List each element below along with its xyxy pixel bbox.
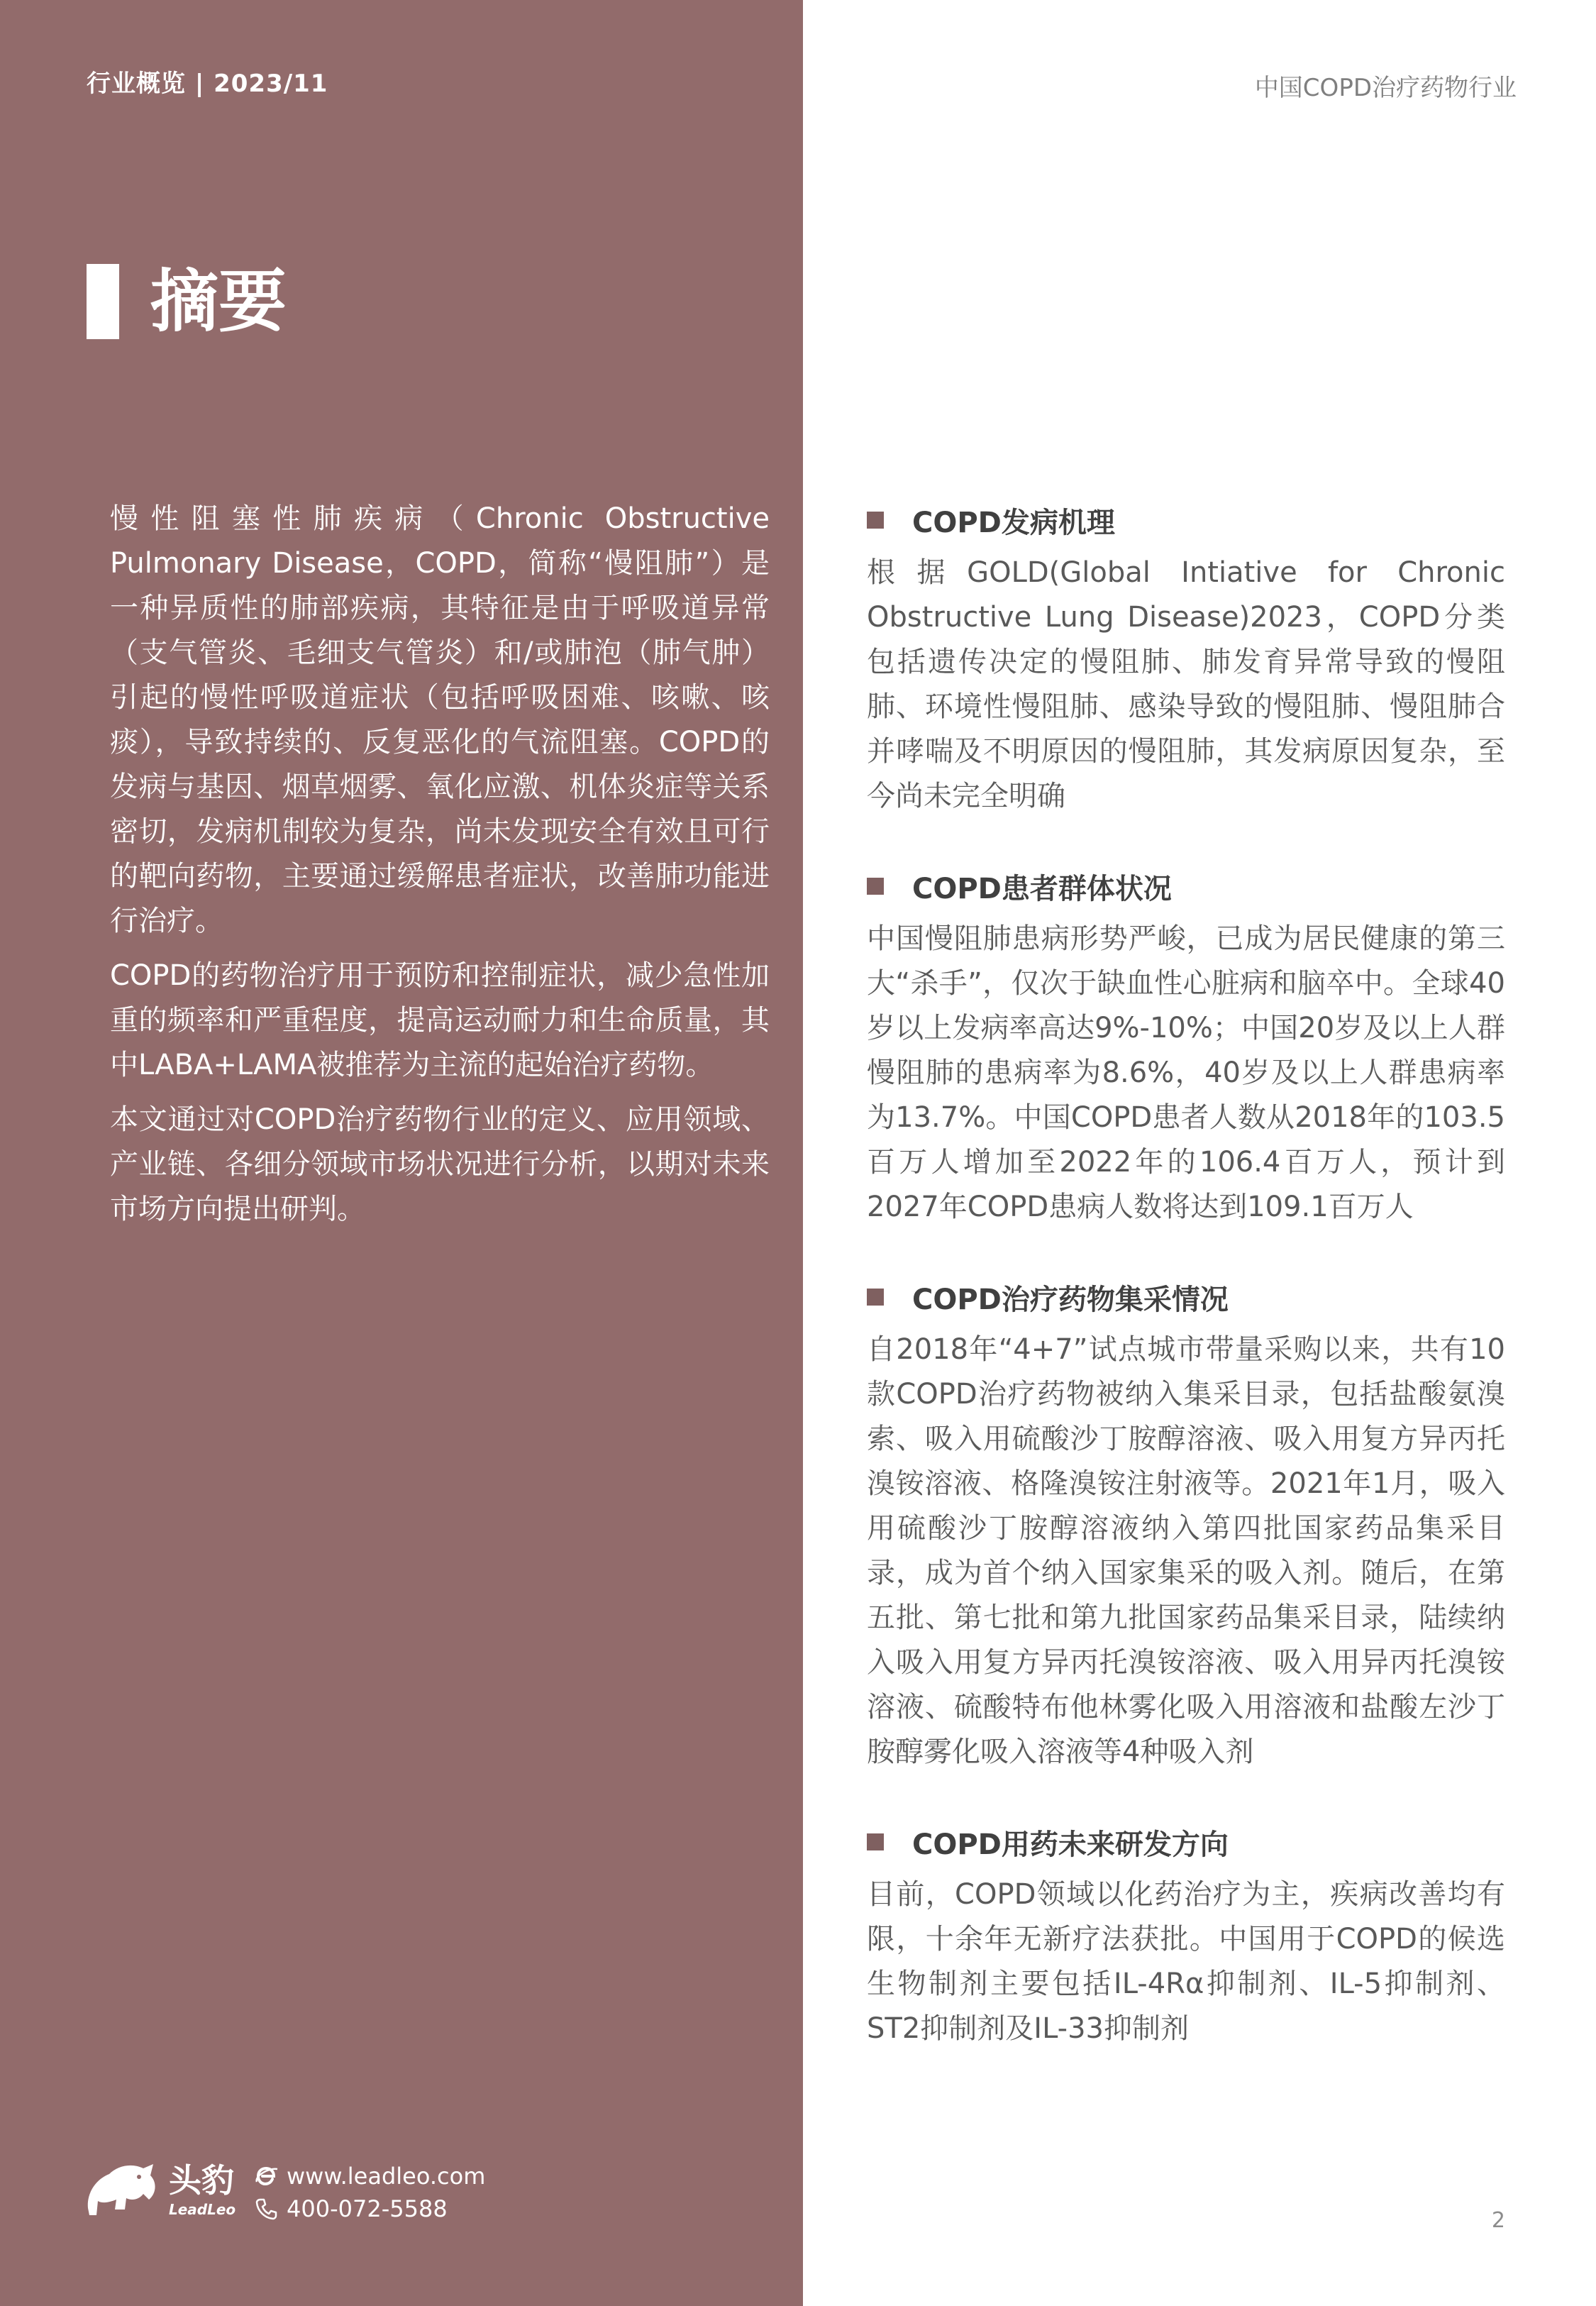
header-right: 中国COPD治疗药物行业: [1254, 74, 1517, 102]
header-left: 行业概览 | 2023/11: [87, 70, 328, 98]
square-bullet-icon: [867, 1289, 884, 1306]
section-pathogenesis: [867, 497, 1505, 819]
logo-text: [169, 2163, 235, 2218]
section-body: 中国慢阻肺患病形势严峻，已成为居民健康的第三大“杀手”，仅次于缺血性心脏病和脑卒中。全球40岁以上发病率高达9%-10%；中国20岁及以上人群慢阻肺的患病率为8.6%，40岁及以上人群患病率为13.7%。中国COPD患者人数从2018年的103.5百万人增加至2022年的106.4百万人，预计到2027年COPD患病人数将达到109.1百万人: [867, 922, 1505, 1223]
phone-row: [254, 2192, 485, 2225]
section-title: COPD用药未来研发方向: [912, 1828, 1229, 1861]
website-row: [254, 2160, 485, 2192]
summary-paragraph: 慢性阻塞性肺疾病（Chronic Obstructive Pulmonary Disease，COPD，简称“慢阻肺”）是一种异质性的肺部疾病，其特征是由于呼吸道异常（支气管炎、毛细支气管炎）和/或肺泡（肺气肿）引起的慢性呼吸道症状（包括呼吸困难、咳嗽、咳痰），导致持续的、反复恶化的气流阻塞。COPD的发病与基因、烟草烟雾、氧化应激、机体炎症等关系密切，发病机制较为复杂，尚未发现安全有效且可行的靶向药物，主要通过缓解患者症状，改善肺功能进行治疗。: [110, 502, 770, 937]
page-title: 摘要: [150, 262, 287, 341]
phone-icon: [254, 2196, 279, 2222]
website-link[interactable]: www.leadleo.com: [287, 2163, 486, 2190]
summary-paragraph: COPD的药物治疗用于预防和控制症状，减少急性加重的频率和严重程度，提高运动耐力和生命质量，其中LABA+LAMA被推荐为主流的起始治疗药物。: [110, 959, 770, 1081]
summary: [110, 497, 770, 1242]
section-body: 根据GOLD(Global Intiative for Chronic Obstructive Lung Disease)2023，COPD分类包括遗传决定的慢阻肺、肺发育异常导致的慢阻肺、环境性慢阻肺、感染导致的慢阻肺、慢阻肺合并哮喘及不明原因的慢阻肺，其发病原因复杂，至今尚未完全明确: [867, 556, 1505, 812]
section-body: 自2018年“4+7”试点城市带量采购以来，共有10款COPD治疗药物被纳入集采目录，包括盐酸氨溴索、吸入用硫酸沙丁胺醇溶液、吸入用复方异丙托溴铵溶液、格隆溴铵注射液等。2021年1月，吸入用硫酸沙丁胺醇溶液纳入第四批国家药品集采目录，成为首个纳入国家集采的吸入剂。随后，在第五批、第七批和第九批国家药品集采目录，陆续纳入吸入用复方异丙托溴铵溶液、吸入用异丙托溴铵溶液、硫酸特布他林雾化吸入用溶液和盐酸左沙丁胺醇雾化吸入溶液等4种吸入剂: [867, 1333, 1505, 1768]
sections: [867, 497, 1505, 2095]
logo-en: LeadLeo: [169, 2201, 236, 2218]
square-bullet-icon: [867, 1833, 884, 1850]
section-title: COPD治疗药物集采情况: [912, 1283, 1229, 1316]
section-header: [867, 1274, 1505, 1320]
section-body: 目前，COPD领域以化药治疗为主，疾病改善均有限，十余年无新疗法获批。中国用于COPD的候选生物制剂主要包括IL-4Rα抑制剂、IL-5抑制剂、ST2抑制剂及IL-33抑制剂: [867, 1878, 1505, 2045]
section-rd-direction: [867, 1819, 1505, 2051]
square-bullet-icon: [867, 512, 884, 529]
section-header: [867, 863, 1505, 910]
page-number: 2: [1491, 2208, 1505, 2233]
leopard-logo-icon: [82, 2158, 160, 2222]
contact-info: [254, 2160, 485, 2225]
title-block: [87, 264, 287, 339]
title-bar: [87, 264, 119, 339]
summary-paragraph: 本文通过对COPD治疗药物行业的定义、应用领域、产业链、各细分领域市场状况进行分析，以期对未来市场方向提出研判。: [110, 1103, 770, 1225]
browser-e-icon: [254, 2163, 279, 2189]
section-title: COPD发病机理: [912, 506, 1115, 539]
section-title: COPD患者群体状况: [912, 872, 1172, 905]
section-header: [867, 1819, 1505, 1865]
footer-logo: [82, 2158, 235, 2222]
square-bullet-icon: [867, 878, 884, 895]
logo-cn: 头豹: [169, 2161, 234, 2200]
section-patients: [867, 863, 1505, 1230]
section-header: [867, 497, 1505, 544]
phone-number: 400-072-5588: [287, 2195, 448, 2222]
section-procurement: [867, 1274, 1505, 1775]
